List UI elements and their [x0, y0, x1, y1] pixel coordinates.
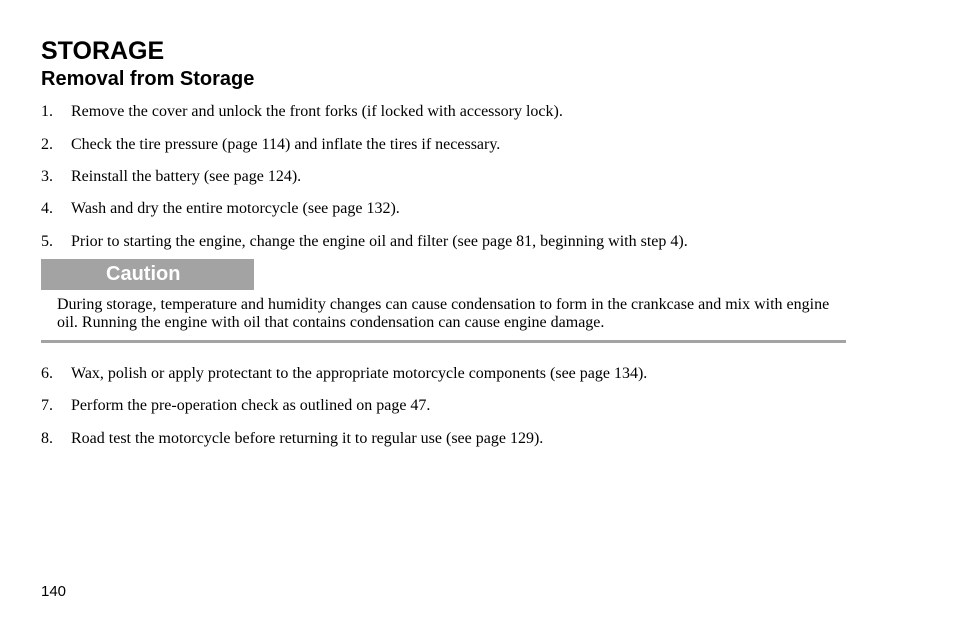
caution-banner [41, 259, 254, 290]
step-7 [41, 396, 430, 416]
section-title: Removal from Storage [41, 68, 255, 90]
step-number: 6. [41, 365, 53, 382]
step-5 [41, 232, 688, 252]
step-number: 1. [41, 103, 53, 120]
step-text: Reinstall the battery (see page 124). [71, 168, 302, 185]
step-number: 5. [41, 233, 53, 250]
step-text: Perform the pre-operation check as outlined on page 47. [71, 397, 431, 414]
caution-text: During storage, temperature and humidity changes can cause condensation to form in the crankcase and mix with engine oil. Running the engine with oil that contains condensation can cause engine damage. [57, 296, 830, 331]
step-1 [41, 102, 563, 122]
step-2 [41, 135, 500, 155]
step-8 [41, 429, 543, 449]
page-title: STORAGE [41, 37, 165, 65]
step-text: Wash and dry the entire motorcycle (see page 132). [71, 200, 400, 217]
step-3 [41, 167, 301, 187]
step-text: Wax, polish or apply protectant to the appropriate motorcycle components (see page 134). [71, 365, 648, 382]
page-number: 140 [41, 583, 67, 600]
step-text: Check the tire pressure (page 114) and inflate the tires if necessary. [71, 136, 501, 153]
step-text: Prior to starting the engine, change the engine oil and filter (see page 81, beginning with step 4). [71, 233, 688, 250]
step-number: 2. [41, 136, 53, 153]
step-text: Remove the cover and unlock the front forks (if locked with accessory lock). [71, 103, 563, 120]
step-number: 4. [41, 200, 53, 217]
step-text: Road test the motorcycle before returning it to regular use (see page 129). [71, 430, 544, 447]
caution-divider [41, 340, 846, 343]
step-number: 7. [41, 397, 53, 414]
caution-label: Caution [106, 263, 181, 285]
step-number: 3. [41, 168, 53, 185]
step-number: 8. [41, 430, 53, 447]
step-6 [41, 364, 647, 384]
step-4 [41, 199, 400, 219]
